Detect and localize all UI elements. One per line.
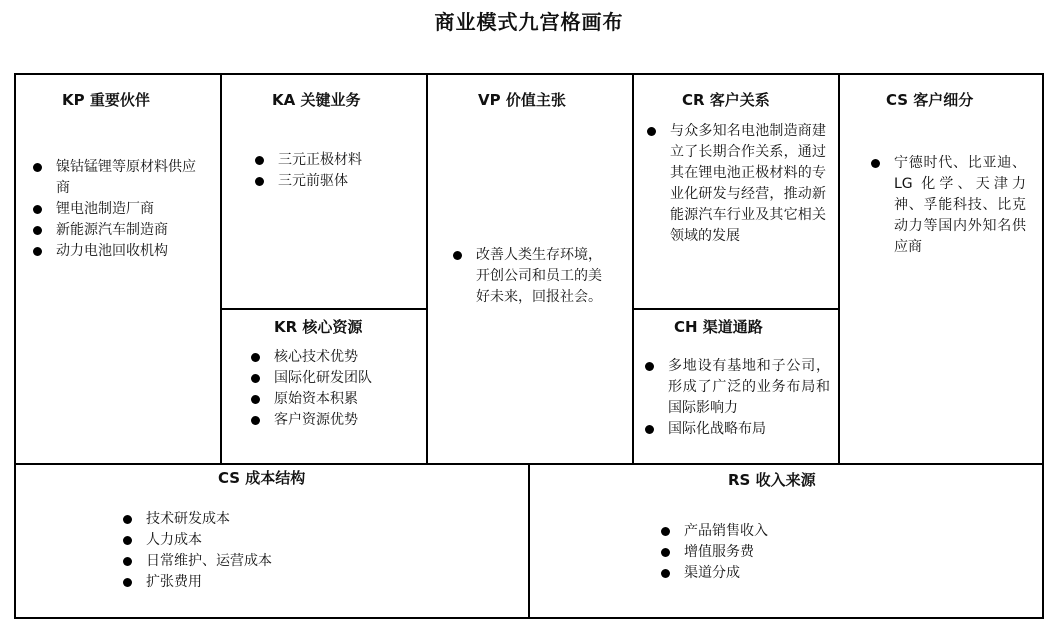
cost-structure-list [120, 509, 380, 593]
list-item: 镍钴锰锂等原材料供应商 [30, 157, 208, 199]
cr-cell [632, 73, 840, 310]
kp-title: KP 重要伙伴 [62, 91, 150, 109]
business-model-canvas [14, 73, 1044, 619]
list-item: 渠道分成 [658, 563, 858, 584]
list-item: 与众多知名电池制造商建立了长期合作关系，通过其在锂电池正极材料的专业化研发与经营，推动新能源汽车行业及其它相关领域的发展 [644, 121, 826, 247]
list-item: 日常维护、运营成本 [120, 551, 380, 572]
kr-list [248, 347, 418, 431]
list-item: 改善人类生存环境，开创公司和员工的美好未来，回报社会。 [450, 245, 602, 308]
list-item: 三元正极材料 [252, 150, 412, 171]
ch-cell [632, 308, 840, 465]
cr-title: CR 客户关系 [682, 91, 770, 109]
cs-title: CS 客户细分 [886, 91, 974, 109]
kr-cell [220, 308, 428, 465]
cs-cell [838, 73, 1044, 465]
cr-list [644, 121, 826, 247]
ka-list [252, 150, 412, 192]
vp-title: VP 价值主张 [478, 91, 566, 109]
list-item: 技术研发成本 [120, 509, 380, 530]
revenue-streams-list [658, 521, 858, 584]
cost-structure-cell [14, 463, 530, 619]
list-item: 国际化战略布局 [642, 419, 830, 440]
canvas-title: 商业模式九宫格画布 [434, 10, 624, 34]
list-item: 原始资本积累 [248, 389, 418, 410]
list-item: 动力电池回收机构 [30, 241, 208, 262]
cost-structure-title: CS 成本结构 [218, 469, 306, 487]
cs-list [868, 153, 1026, 258]
list-item: 产品销售收入 [658, 521, 858, 542]
revenue-streams-cell [528, 463, 1044, 619]
vp-list [450, 245, 602, 308]
ka-title: KA 关键业务 [272, 91, 361, 109]
kp-list [30, 157, 208, 262]
list-item: 核心技术优势 [248, 347, 418, 368]
vp-cell [426, 73, 634, 465]
list-item: 客户资源优势 [248, 410, 418, 431]
list-item: 锂电池制造厂商 [30, 199, 208, 220]
list-item: 增值服务费 [658, 542, 858, 563]
ka-cell [220, 73, 428, 310]
revenue-streams-title: RS 收入来源 [728, 471, 816, 489]
list-item: 新能源汽车制造商 [30, 220, 208, 241]
list-item: 人力成本 [120, 530, 380, 551]
list-item: 扩张费用 [120, 572, 380, 593]
list-item: 多地设有基地和子公司，形成了广泛的业务布局和国际影响力 [642, 356, 830, 419]
list-item: 宁德时代、比亚迪、LG 化学、天津力神、孚能科技、比克动力等国内外知名供应商 [868, 153, 1026, 258]
kr-title: KR 核心资源 [274, 318, 363, 336]
list-item: 三元前驱体 [252, 171, 412, 192]
list-item: 国际化研发团队 [248, 368, 418, 389]
kp-cell [14, 73, 222, 465]
ch-list [642, 356, 830, 440]
ch-title: CH 渠道通路 [674, 318, 763, 336]
